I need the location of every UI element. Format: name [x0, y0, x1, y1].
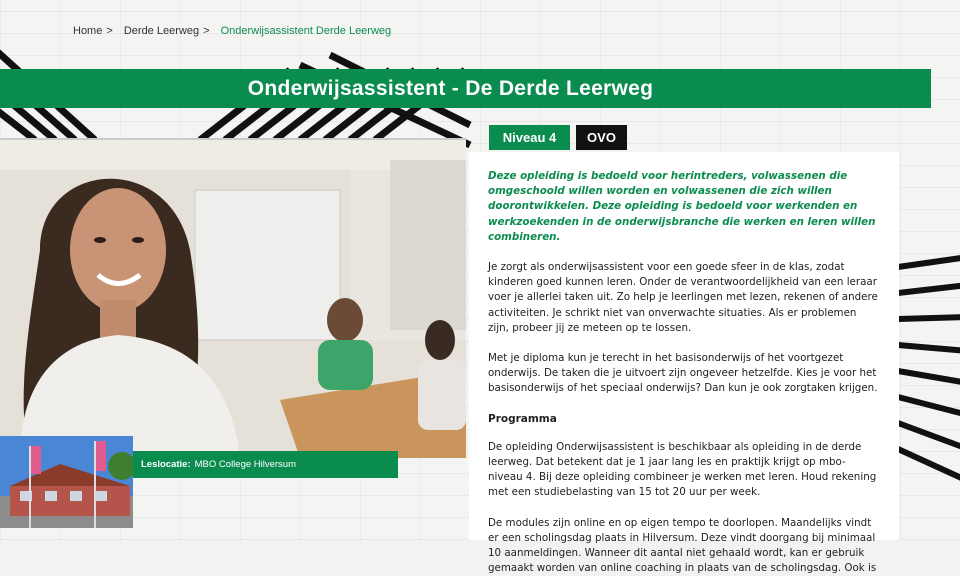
breadcrumb	[73, 25, 395, 37]
level-badge: Niveau 4	[489, 125, 570, 150]
location-bar	[133, 451, 398, 478]
location-label: Leslocatie:	[141, 459, 191, 470]
page-title-bar	[0, 69, 931, 108]
student-photo	[0, 138, 466, 456]
intro-text: Deze opleiding is bedoeld voor herintreders, volwassenen die omgeschoold willen worden en volwassenen die zich willen doorontwikkelen. Deze opleiding is bedoeld voor werkenden en werkzoekenden in de onderwijsbranche die werken en leren willen combineren.	[488, 170, 876, 243]
campus-building-photo	[0, 436, 133, 528]
location-value: MBO College Hilversum	[194, 459, 297, 470]
programma-heading: Programma	[488, 412, 557, 425]
page-title: Onderwijsassistent - De Derde Leerweg	[247, 76, 654, 100]
breadcrumb-separator: >	[203, 25, 210, 37]
breadcrumb-current: Onderwijsassistent Derde Leerweg	[220, 25, 392, 37]
paragraph-role: Je zorgt als onderwijsassistent voor een goede sfeer in de klas, zodat kinderen goed kunnen leren. Onder de verantwoordelijkheid van een leraar voer je allerlei taken uit. Zo help je leerlingen met lezen, rekenen of andere activiteiten. Je schrikt niet van onverwachte situaties. Als er problemen zijn, probeer jij ze meteen op te lossen.	[488, 261, 878, 334]
breadcrumb-home-link[interactable]: Home	[73, 25, 103, 37]
decorative-stripes-right	[898, 255, 960, 485]
breadcrumb-derde-leerweg-link[interactable]: Derde Leerweg	[123, 25, 200, 37]
breadcrumb-separator: >	[106, 25, 113, 37]
paragraph-programma: De opleiding Onderwijsassistent is beschikbaar als opleiding in de derde leerweg. Dat betekent dat je 1 jaar lang les en praktijk krijgt op mbo-niveau 4. Bij deze opleiding combineer je werken met leren. Houd rekening met een studiebelasting van 15 tot 20 uur per week.	[488, 440, 877, 499]
paragraph-modules: De modules zijn online en op eigen tempo te doorlopen. Maandelijks vindt er een scholingsdag plaats in Hilversum. Deze vindt doorgang bij minimaal 10 aanmeldingen. Wanneer dit aantal niet gehaald wordt, kan er gebruik gemaakt worden van online coaching in plaats van de scholingsdag. Ook is	[488, 516, 877, 575]
course-description	[469, 152, 899, 575]
ovo-badge: OVO	[576, 125, 627, 150]
paragraph-diploma: Met je diploma kun je terecht in het basisonderwijs of het voortgezet onderwijs. De taken die je uitvoert zijn ongeveer hetzelfde. Kies je voor het basisonderwijs of het speciaal onderwijs? Dan kun je ook zorgtaken krijgen.	[488, 352, 878, 395]
